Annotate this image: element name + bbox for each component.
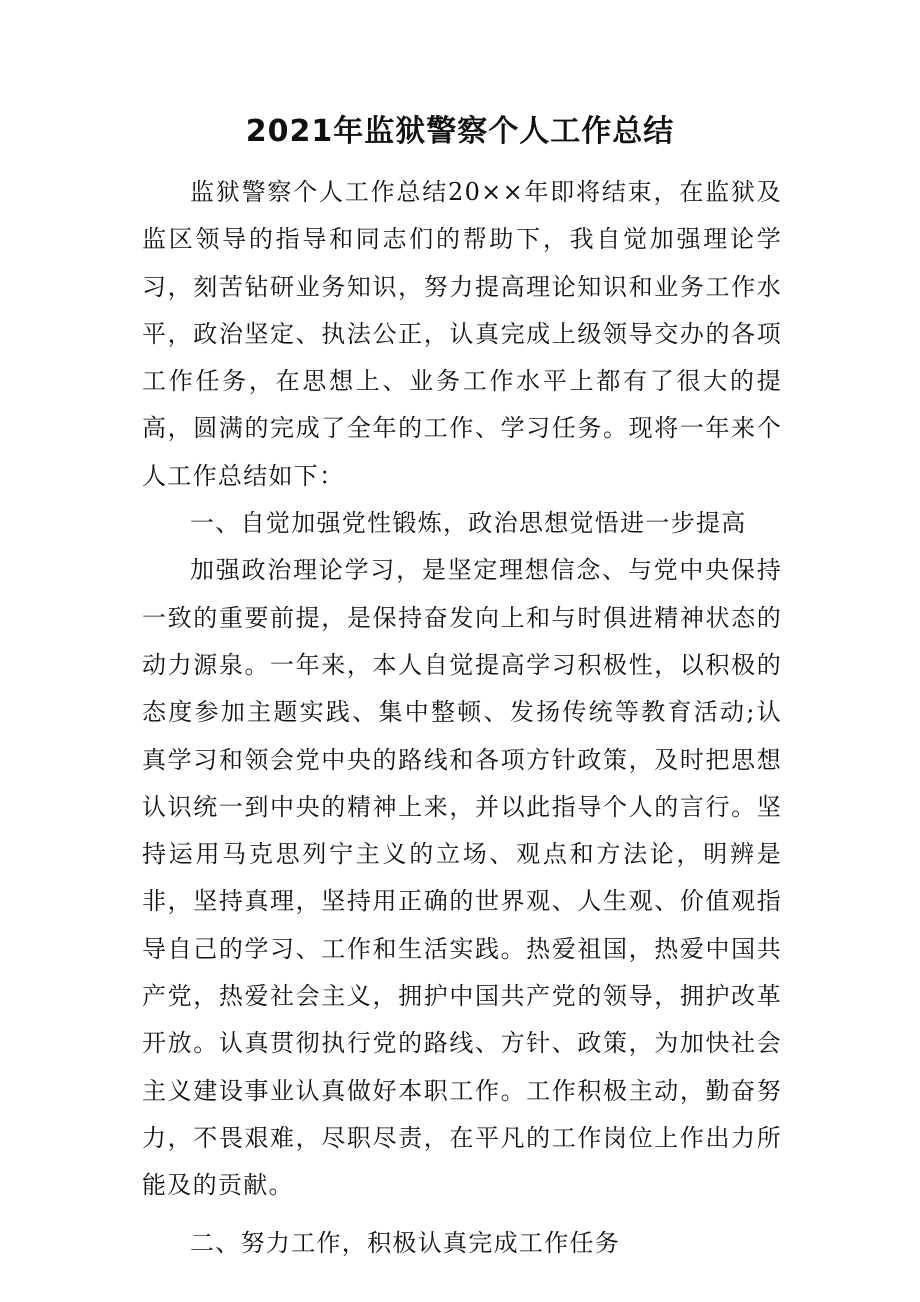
document-body: [142, 169, 782, 1267]
intro-paragraph: 监狱警察个人工作总结20××年即将结束，在监狱及监区领导的指导和同志们的帮助下，我自觉加强理论学习，刻苦钻研业务知识，努力提高理论知识和业务工作水平，政治坚定、执法公正，认真完成上级领导交办的各项工作任务，在思想上、业务工作水平上都有了很大的提高，圆满的完成了全年的工作、学习任务。现将一年来个人工作总结如下：: [142, 178, 782, 490]
document-title: 2021年监狱警察个人工作总结: [245, 114, 675, 149]
section-heading-1: 一、自觉加强党性锻炼，政治思想觉悟进一步提高: [190, 509, 747, 538]
section-1-paragraph: 加强政治理论学习，是坚定理想信念、与党中央保持一致的重要前提，是保持奋发向上和与时俱进精神状态的动力源泉。一年来，本人自觉提高学习积极性，以积极的态度参加主题实践、集中整顿、发扬传统等教育活动;认真学习和领会党中央的路线和各项方针政策，及时把思想认识统一到中央的精神上来，并以此指导个人的言行。坚持运用马克思列宁主义的立场、观点和方法论，明辨是非，坚持真理，坚持用正确的世界观、人生观、价值观指导自己的学习、工作和生活实践。热爱祖国，热爱中国共产党，热爱社会主义，拥护中国共产党的领导，拥护改革开放。认真贯彻执行党的路线、方针、政策，为加快社会主义建设事业认真做好本职工作。工作积极主动，勤奋努力，不畏艰难，尽职尽责，在平凡的工作岗位上作出力所能及的贡献。: [142, 556, 782, 1200]
section-heading-2: 二、努力工作，积极认真完成工作任务: [190, 1228, 621, 1257]
